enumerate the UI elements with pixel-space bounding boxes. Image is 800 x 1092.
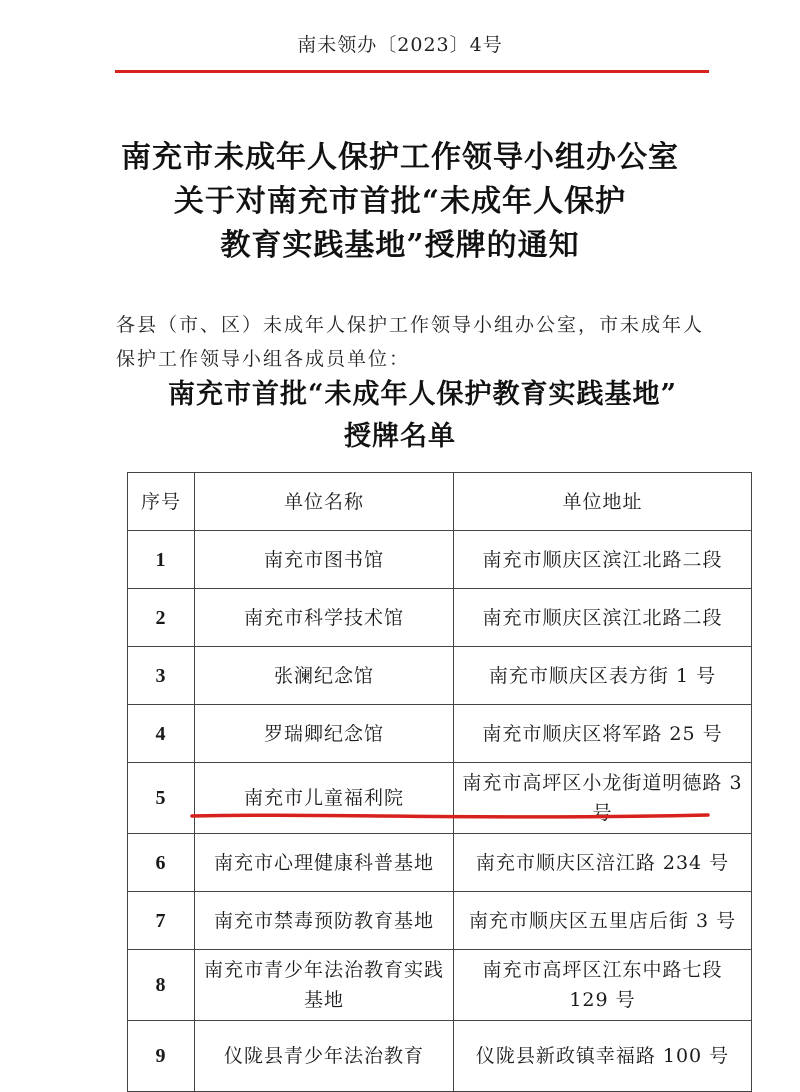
row-unit-name: 张澜纪念馆 [195,647,454,705]
row-number: 3 [128,647,195,705]
header-unit-address: 单位地址 [454,473,752,531]
row-unit-address: 南充市顺庆区滨江北路二段 [454,531,752,589]
title-line-2: 关于对南充市首批“未成年人保护 [173,184,627,219]
salutation-line-2: 保护工作领导小组各成员单位： [116,348,411,370]
row-unit-name: 南充市科学技术馆 [195,589,454,647]
red-header-rule [115,70,709,73]
row-unit-name: 南充市儿童福利院 [195,763,454,834]
notice-title [0,136,800,268]
list-title [0,374,800,458]
row-unit-name: 南充市禁毒预防教育基地 [195,892,454,950]
table-row [128,892,752,950]
row-number: 6 [128,834,195,892]
table-row [128,589,752,647]
table-row [128,834,752,892]
row-number: 4 [128,705,195,763]
row-number: 7 [128,892,195,950]
table-row [128,647,752,705]
table-row [128,1021,752,1092]
title-line-1: 南充市未成年人保护工作领导小组办公室 [121,140,679,175]
units-table [127,472,752,1092]
row-number: 9 [128,1021,195,1092]
header-unit-name: 单位名称 [195,473,454,531]
table-header-row [128,473,752,531]
salutation [116,308,716,376]
row-unit-address: 南充市顺庆区五里店后街 3 号 [454,892,752,950]
row-unit-name: 罗瑞卿纪念馆 [195,705,454,763]
row-number: 5 [128,763,195,834]
row-unit-name: 仪陇县青少年法治教育 [195,1021,454,1092]
table-row [128,705,752,763]
row-unit-address: 南充市顺庆区将军路 25 号 [454,705,752,763]
list-title-line-1: 南充市首批“未成年人保护教育实践基地” [167,379,678,410]
row-unit-address: 仪陇县新政镇幸福路 100 号 [454,1021,752,1092]
row-unit-address: 南充市顺庆区涪江路 234 号 [454,834,752,892]
row-number: 2 [128,589,195,647]
table-row [128,531,752,589]
row-unit-name: 南充市心理健康科普基地 [195,834,454,892]
row-unit-name: 南充市图书馆 [195,531,454,589]
row-unit-address: 南充市顺庆区滨江北路二段 [454,589,752,647]
red-underline-annotation [190,811,710,821]
row-unit-address: 南充市顺庆区表方街 1 号 [454,647,752,705]
row-unit-address: 南充市高坪区小龙街道明德路 3 号 [454,763,752,834]
list-title-line-2: 授牌名单 [344,421,456,452]
table-row [128,763,752,834]
salutation-line-1: 各县（市、区）未成年人保护工作领导小组办公室，市未成年人 [116,314,705,336]
title-line-3: 教育实践基地”授牌的通知 [220,228,580,263]
row-number: 8 [128,950,195,1021]
document-number: 南未领办〔2023〕4号 [297,34,503,56]
row-unit-name: 南充市青少年法治教育实践基地 [195,950,454,1021]
header-number: 序号 [128,473,195,531]
row-unit-address: 南充市高坪区江东中路七段 129 号 [454,950,752,1021]
table-row [128,950,752,1021]
row-number: 1 [128,531,195,589]
